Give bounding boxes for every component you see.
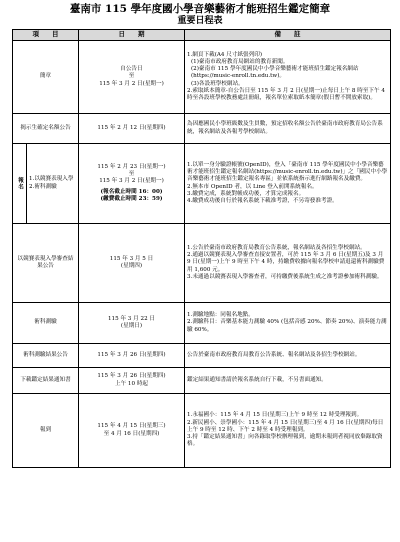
remark-line: (3)各設班學校網站。 <box>191 80 244 87</box>
table-row <box>13 303 391 344</box>
registration-group-label: 報名 <box>13 144 27 224</box>
item-cell: 1.以競賽表現入學 2.術科測驗 <box>27 144 79 224</box>
item-cell: 報到 <box>13 394 79 468</box>
date-cell <box>79 144 185 224</box>
table-header-row <box>13 30 391 41</box>
table-row <box>13 394 391 468</box>
date-line: (星期日) <box>120 323 143 329</box>
document-title: 臺南市 115 學年度國小學音樂藝術才能班招生鑑定簡章 <box>69 3 331 15</box>
remark-cell <box>185 394 391 468</box>
date-cell <box>79 394 185 468</box>
table-row <box>13 144 391 224</box>
date-line: 115 年 3 月 26 日(星期四) <box>97 373 166 380</box>
remark-line: 2.通過以競賽表現入學審查直接安置者，可於 115 年 3 月 6 日(星期五)及 3 月 9 日(星期一)上午 9 時至下午 4 時，持繳費收據向報名學校申請退還術科測驗費用 1,600 元。 <box>187 252 385 273</box>
remark-line: 1.網頁下載(A4 尺寸紙張列印) <box>187 51 263 58</box>
remark-link-line[interactable]: 1.以單一身分驗證帳號(OpenID)，登入「臺南市 115 學年度國民中小學音樂藝術才能班招生鑑定報名網站(https://music-enroll.tn.edu.tw)」之「國民中小學音樂藝術才能班招生鑑定報名專區」並依系統指示進行網路報名及繳費。 <box>187 161 388 183</box>
remark-cell: 鑑定結果通知書請於報名系統自行下載，不另書面通知。 <box>185 368 391 394</box>
remark-cell <box>185 224 391 303</box>
item-cell: 下載鑑定結果通知書 <box>13 368 79 394</box>
item-cell: 簡章 <box>13 41 79 114</box>
remark-link-line[interactable]: (2)臺南市 115 學年度國民中小學音樂藝術才能班招生鑑定報名網站(https://music-enroll.tn.edu.tw)。 <box>191 66 359 80</box>
date-cell <box>79 41 185 114</box>
table-row <box>13 224 391 303</box>
deadline-note: (繳費截止時間 23：59) <box>100 195 163 202</box>
remark-line: 3.未通過以競賽表現入學審查者，可持繳費後系統生成之准考證參加術科測驗。 <box>187 273 383 280</box>
table-row <box>13 41 391 114</box>
header-date: 日 期 <box>79 30 185 41</box>
schedule-table <box>12 29 391 468</box>
document-subtitle: 重要日程表 <box>177 16 223 26</box>
header-item: 項 目 <box>13 30 79 41</box>
remark-line: 2.索取紙本簡章-自公告日至 115 年 3 月 2 日(星期一)止每日上午 8 時至下午 4 時至各設班學校教務處註冊組，報名單位索取紙本簡章(假日暫不開放索取)。 <box>187 87 385 101</box>
header-remark: 備 註 <box>185 30 391 41</box>
remark-line: 3.持「鑑定結果通知書」向各錄取學校辦理報到，逾期未報到者視同放棄錄取資格。 <box>187 434 383 448</box>
remark-cell: 公告於臺南市政府教育局教育公告系統、報名網站及各招生學校網站。 <box>185 344 391 368</box>
remark-line: (1)臺南市政府教育局網站的教育新聞。 <box>191 58 289 65</box>
date-cell <box>79 303 185 344</box>
date-line: 115 年 3 月 2 日(星期一) <box>99 80 164 87</box>
date-line: 至 <box>128 73 135 80</box>
remark-line: 1.公告於臺南市政府教育局教育公告系統，報名網站及各招生學校網站。 <box>187 244 366 251</box>
date-cell <box>79 368 185 394</box>
remark-cell <box>185 144 391 224</box>
table-row <box>13 114 391 144</box>
date-cell <box>79 224 185 303</box>
item-cell: 術科測驗 <box>13 303 79 344</box>
date-line: 115 年 4 月 15 日(星期三) <box>97 423 166 430</box>
remark-cell <box>185 303 391 344</box>
date-line: 115 年 3 月 22 日 <box>107 315 156 322</box>
date-line: (星期四) <box>120 263 143 269</box>
date-line: 至 <box>128 171 135 178</box>
date-line: 115 年 3 月 2 日(星期一) <box>99 178 164 185</box>
deadline-note: (報名截止時間 16：00) <box>100 188 163 195</box>
remark-line: 4.繳費成功後自行於報名系統下載准考證，不另寄發准考證。 <box>187 197 338 204</box>
remark-line: 2.無本市 OpenID 者，以 Line 登入前開系統報名。 <box>187 183 318 190</box>
date-line: 115 年 2 月 23 日(星期一) <box>97 163 166 170</box>
remark-line: 1.永福國小：115 年 4 月 15 日(星期三)上午 9 時至 12 時受理報到。 <box>187 412 363 419</box>
date-cell: 115 年 3 月 26 日(星期四) <box>79 344 185 368</box>
remark-cell: 為因應國民小學班級數及生員數，預定招收名額公告於臺南市政府教育局公告系統，報名網站及各報考學校網站。 <box>185 114 391 144</box>
date-cell: 115 年 2 月 12 日(星期四) <box>79 114 185 144</box>
remark-line: 2.測驗科目：音樂基本能力測驗 40% (包括音感 20%、節奏 20%)、演奏能力測驗 60%。 <box>187 319 387 333</box>
date-line: 自公告日 <box>120 66 143 73</box>
item-cell: 以競賽表現入學審查結果公告 <box>13 224 79 303</box>
item-cell: 術科測驗結果公告 <box>13 344 79 368</box>
date-line: 115 年 3 月 5 日 <box>109 255 154 262</box>
table-row <box>13 344 391 368</box>
item-cell: 揭示生確定名額公告 <box>13 114 79 144</box>
date-line: 上午 10 時起 <box>114 380 149 387</box>
remark-line: 3.繳費完成，系統對帳成功後，才算完成報名。 <box>187 190 305 197</box>
date-line: 至 4 月 16 日(星期四) <box>103 430 160 437</box>
table-row <box>13 368 391 394</box>
remark-cell <box>185 41 391 114</box>
remark-line: 1.測驗地點：同報名地點。 <box>187 312 254 319</box>
remark-line: 2.新民國小、崇學國小：115 年 4 月 15 日(星期三)至 4 月 16 日(星期四)每日上午 9 時至 12 時、下午 2 時至 4 時受理報到。 <box>187 419 384 433</box>
